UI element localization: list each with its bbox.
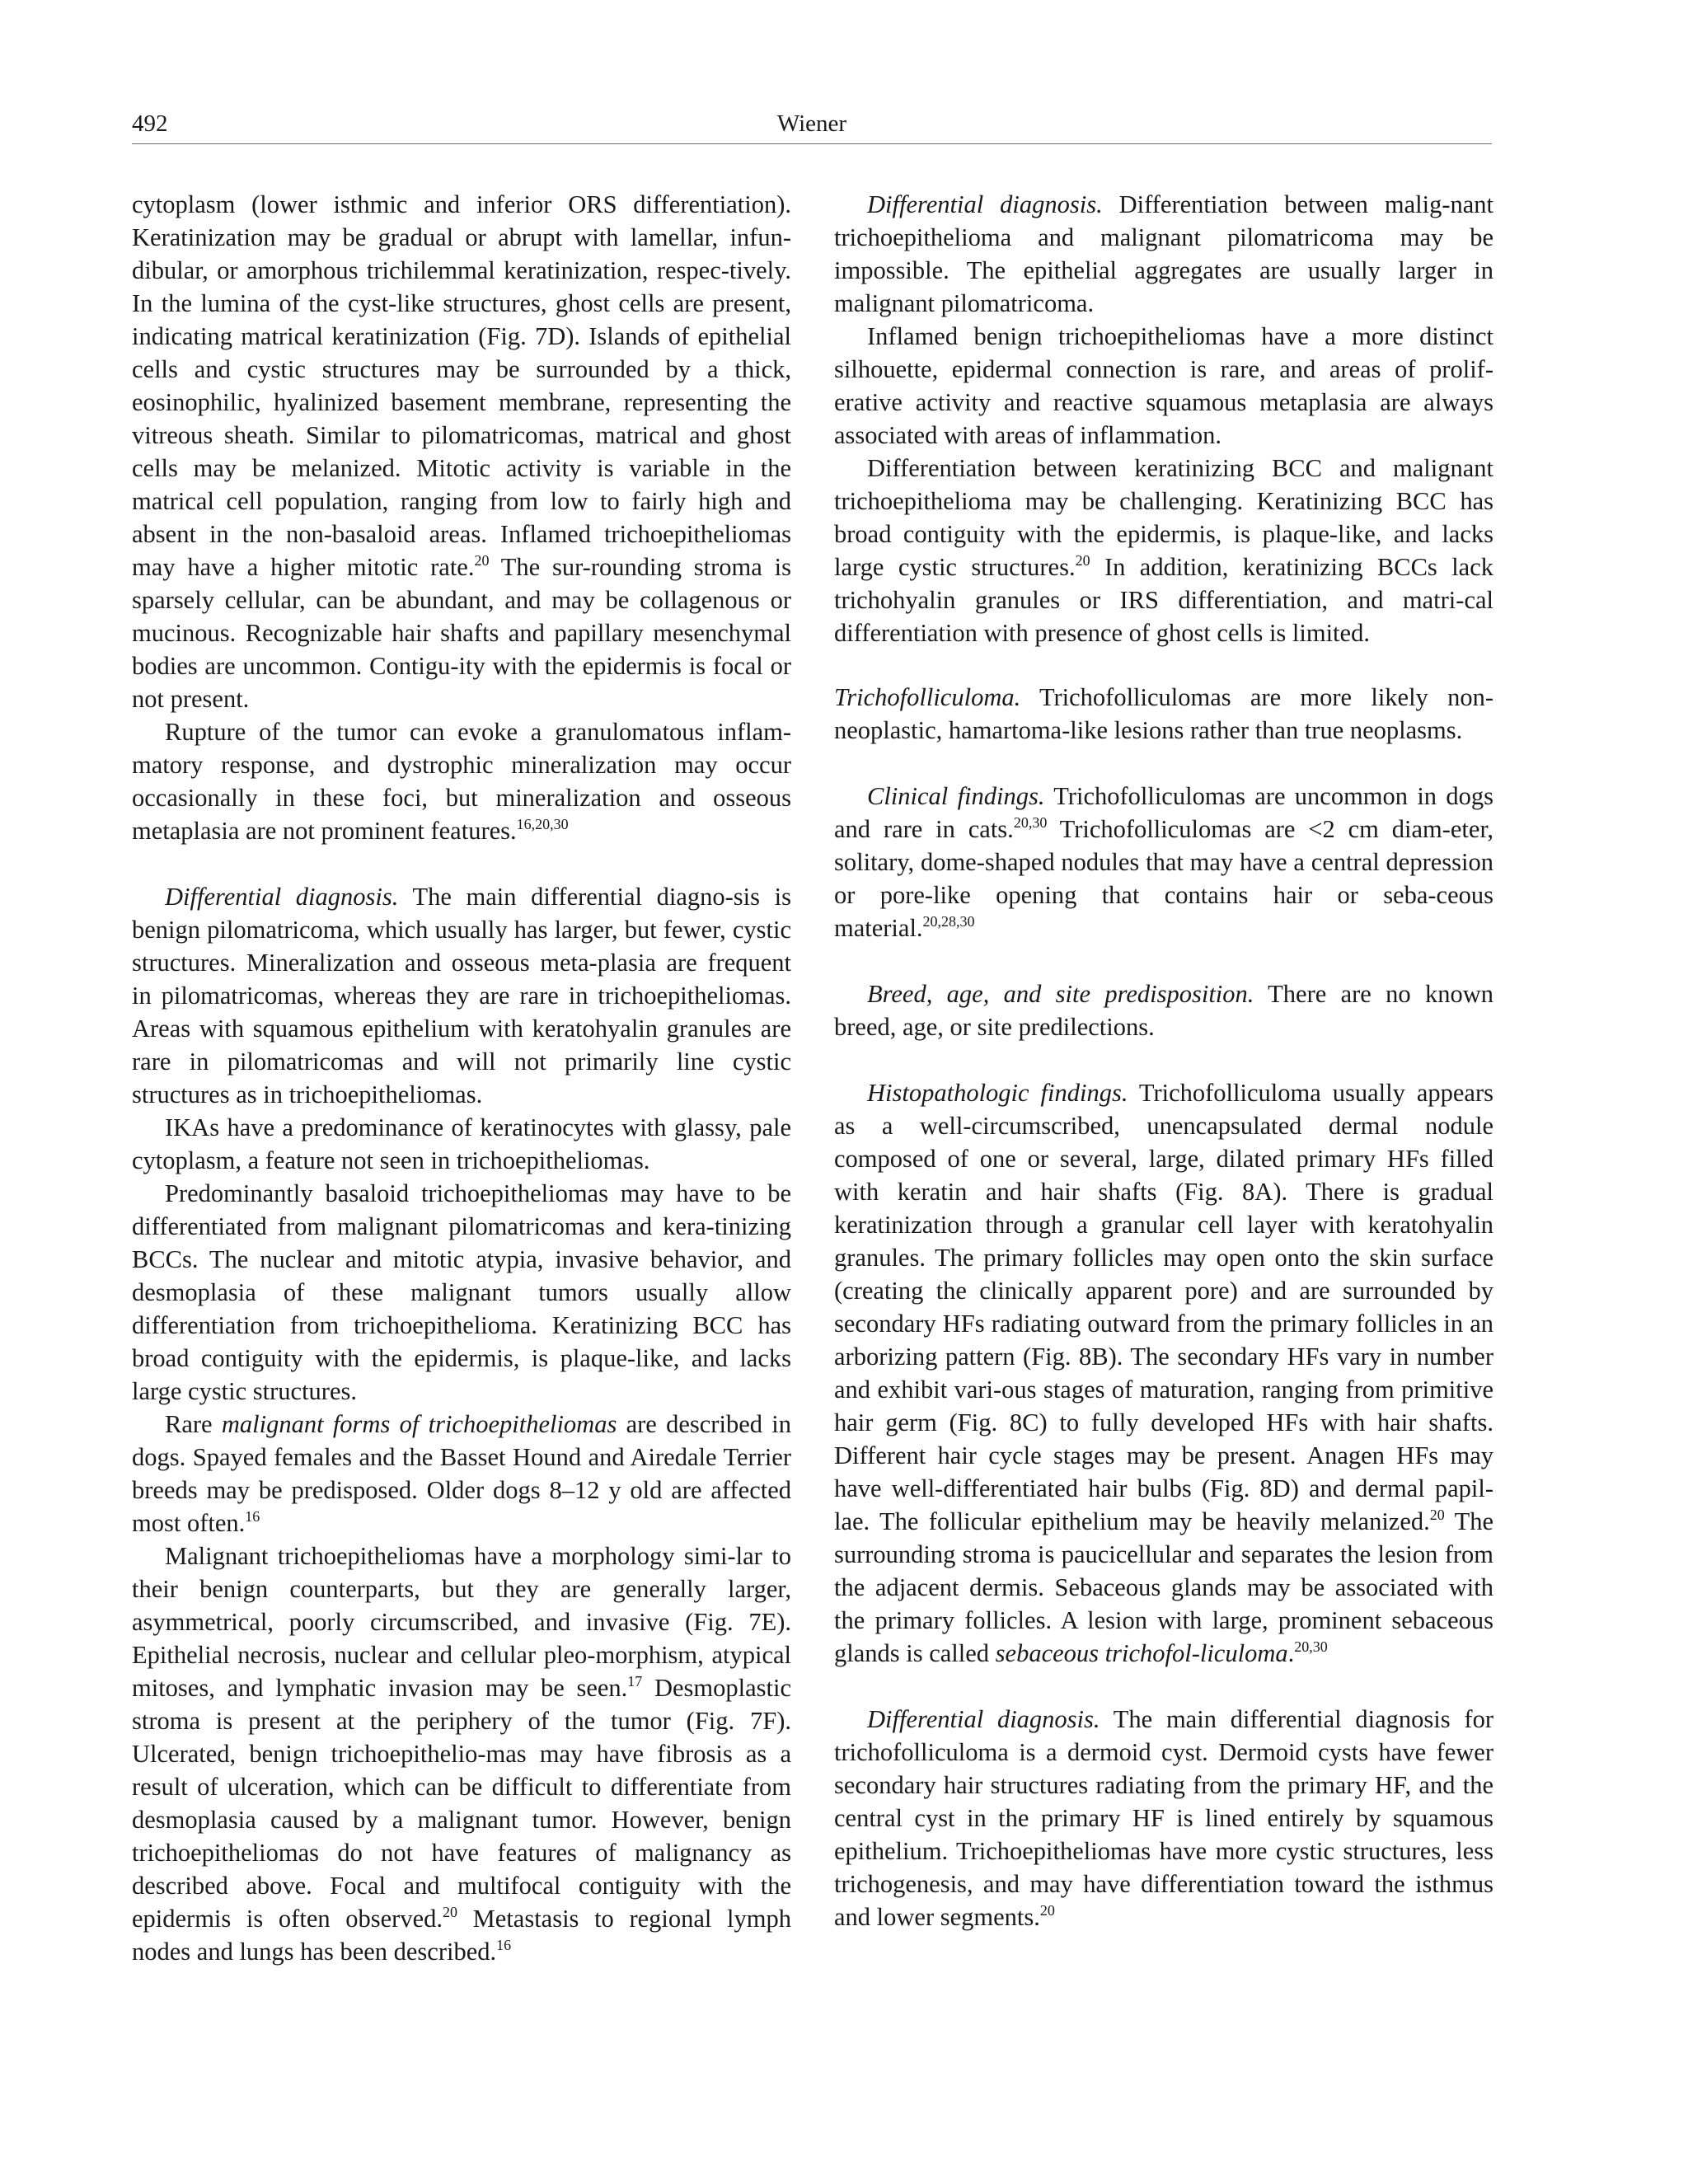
paragraph: Clinical findings. Trichofolliculomas are uncommon in dogs and rare in cats.$^{20,30}$ Trichofolliculomas are <2 cm diam-eter, solitary, dome-shaped nodules that may have a central depression or pore-like opening that contains hair or seba-ceous material.$^{20,28,30}$ [834, 782, 1493, 942]
section-heading: Clinical findings. [867, 782, 1045, 810]
paragraph: Rupture of the tumor can evoke a granulomatous inflam-matory response, and dystrophic mineralization may occur occasionally in these foci, but mineralization and osseous metaplasia are not prominent features.$^{16,20,30}$ [132, 718, 791, 845]
running-header [132, 107, 1492, 144]
section-heading: Differential diagnosis. [867, 1705, 1100, 1733]
left-column [132, 188, 791, 1968]
paragraph: cytoplasm (lower isthmic and inferior ORS differentiation). Keratinization may be gradual or abrupt with lamellar, infun-dibular, or amorphous trichilemmal keratinization, respec-tively. In the lumina of the cyst-like structures, ghost cells are present, indicating matrical keratinization (Fig. 7D). Islands of epithelial cells and cystic structures may be surrounded by a thick, eosinophilic, hyalinized basement membrane, representing the vitreous sheath. Similar to pilomatricomas, matrical and ghost cells may be melanized. Mitotic activity is variable in the matrical cell population, ranging from low to fairly high and absent in the non-basaloid areas. Inflamed trichoepitheliomas may have a higher mitotic rate.$^{20}$ The sur-rounding stroma is sparsely cellular, can be abundant, and may be collagenous or mucinous. Recognizable hair shafts and papillary mesenchymal bodies are uncommon. Contigu-ity with the epidermis is focal or not present. [132, 190, 791, 713]
paragraph: Differential diagnosis. The main differential diagnosis for trichofolliculoma is a dermoid cyst. Dermoid cysts have fewer secondary hair structures radiating from the primary HF, and the central cyst in the primary HF is lined entirely by squamous epithelium. Trichoepitheliomas have more cystic structures, less trichogenesis, and may have differentiation toward the isthmus and lower segments.$^{20}$ [834, 1705, 1493, 1931]
paragraph: Differential diagnosis. The main differential diagno-sis is benign pilomatricoma, which usually has larger, but fewer, cystic structures. Mineralization and osseous meta-plasia are frequent in pilomatricomas, whereas they are rare in trichoepitheliomas. Areas with squamous epithelium with keratohyalin granules are rare in pilomatricomas and will not primarily line cystic structures as in trichoepitheliomas. [132, 883, 791, 1108]
paragraph: Breed, age, and site predisposition. There are no known breed, age, or site predilections. [834, 980, 1493, 1041]
section-heading: Trichofolliculoma. [834, 683, 1021, 711]
section-heading: Differential diagnosis. [165, 883, 399, 911]
right-column [834, 188, 1493, 1933]
page-number: 492 [132, 110, 168, 137]
paragraph: Predominantly basaloid trichoepitheliomas may have to be differentiated from malignant pilomatricomas and kera-tinizing BCCs. The nuclear and mitotic atypia, invasive behavior, and desmoplasia of these malignant tumors usually allow differentiation from trichoepithelioma. Keratinizing BCC has broad contiguity with the epidermis, is plaque-like, and lacks large cystic structures. [132, 1179, 791, 1405]
paragraph: Differentiation between keratinizing BCC and malignant trichoepithelioma may be challenging. Keratinizing BCC has broad contiguity with the epidermis, is plaque-like, and lacks large cystic structures.$^{20}$ In addition, keratinizing BCCs lack trichohyalin granules or IRS differentiation, and matri-cal differentiation with presence of ghost cells is limited. [834, 454, 1493, 647]
paragraph: Histopathologic findings. Trichofolliculoma usually appears as a well-circumscribed, unencapsulated dermal nodule composed of one or several, large, dilated primary HFs filled with keratin and hair shafts (Fig. 8A). There is gradual keratinization through a granular cell layer with keratohyalin granules. The primary follicles may open onto the skin surface (creating the clinically apparent pore) and are surrounded by secondary HFs radiating outward from the primary follicles in an arborizing pattern (Fig. 8B). The secondary HFs vary in number and exhibit vari-ous stages of maturation, ranging from primitive hair germ (Fig. 8C) to fully developed HFs with hair shafts. Different hair cycle stages may be present. Anagen HFs may have well-differentiated hair bulbs (Fig. 8D) and dermal papil-lae. The follicular epithelium may be heavily melanized.$^{20}$ The surrounding stroma is paucicellular and separates the lesion from the adjacent dermis. Sebaceous glands may be associated with the primary follicles. A lesion with large, prominent sebaceous glands is called sebaceous trichofol-liculoma.$^{20,30}$ [834, 1079, 1493, 1667]
running-head-author: Wiener [776, 110, 847, 137]
paragraph: Rare malignant forms of trichoepitheliomas are described in dogs. Spayed females and the Basset Hound and Airedale Terrier breeds may be predisposed. Older dogs 8–12 y old are affected most often.$^{16}$ [132, 1410, 791, 1537]
paragraph: Malignant trichoepitheliomas have a morphology simi-lar to their benign counterparts, but they are generally larger, asymmetrical, poorly circumscribed, and invasive (Fig. 7E). Epithelial necrosis, nuclear and cellular pleo-morphism, atypical mitoses, and lymphatic invasion may be seen.$^{17}$ Desmoplastic stroma is present at the periphery of the tumor (Fig. 7F). Ulcerated, benign trichoepithelio-mas may have fibrosis as a result of ulceration, which can be difficult to differentiate from desmoplasia caused by a malignant tumor. However, benign trichoepitheliomas do not have features of malignancy as described above. Focal and multifocal contiguity with the epidermis is often observed.$^{20}$ Metastasis to regional lymph nodes and lungs has been described.$^{16}$ [132, 1542, 791, 1966]
paragraph: Inflamed benign trichoepitheliomas have a more distinct silhouette, epidermal connection is rare, and areas of prolif-erative activity and reactive squamous metaplasia are always associated with areas of inflammation. [834, 322, 1493, 449]
section-heading: Breed, age, and site predisposition. [867, 980, 1254, 1008]
paragraph: IKAs have a predominance of keratinocytes with glassy, pale cytoplasm, a feature not seen in trichoepitheliomas. [132, 1113, 791, 1174]
section-heading: Histopathologic findings. [867, 1079, 1128, 1107]
paragraph: Trichofolliculoma. Trichofolliculomas are more likely non-neoplastic, hamartoma-like lesions rather than true neoplasms. [834, 683, 1493, 744]
paragraph: Differential diagnosis. Differentiation between malig-nant trichoepithelioma and malignant pilomatricoma may be impossible. The epithelial aggregates are usually larger in malignant pilomatricoma. [834, 190, 1493, 317]
section-heading: Differential diagnosis. [867, 190, 1103, 218]
